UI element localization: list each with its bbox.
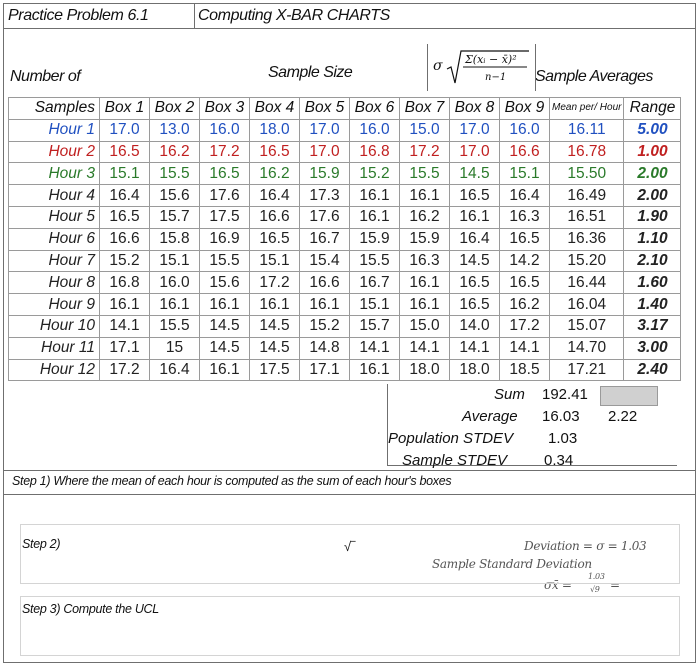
box-value: 16.7 [350,272,400,294]
box-header: Box 4 [250,98,300,120]
hour-range: 3.00 [624,337,681,359]
stdev-formula [445,47,531,87]
box-value: 17.5 [200,206,250,228]
sigma-x-prefix: σx̄ = [544,578,572,592]
hour-label: Hour 9 [9,294,100,316]
box-value: 16.5 [100,141,150,163]
box-value: 16.0 [350,119,400,141]
box-value: 17.2 [200,141,250,163]
hour-label: Hour 7 [9,250,100,272]
box-value: 16.2 [250,163,300,185]
sample-stdev-label: Sample STDEV [402,452,508,469]
box-value: 16.5 [500,228,550,250]
box-value: 14.1 [350,337,400,359]
box-value: 17.0 [300,119,350,141]
box-value: 16.4 [450,228,500,250]
box-value: 15.9 [400,228,450,250]
sigma-x-suffix: = [610,578,620,592]
mean-per-hour-header: Mean per/ Hour [550,98,624,120]
average-range-value: 2.22 [608,408,638,425]
table-row [9,294,681,316]
box-value: 16.8 [100,272,150,294]
hour-mean: 14.70 [550,337,624,359]
hour-label: Hour 6 [9,228,100,250]
box-value: 17.0 [100,119,150,141]
box-value: 16.1 [350,206,400,228]
box-value: 14.8 [300,337,350,359]
box-header: Box 6 [350,98,400,120]
box-value: 17.3 [300,185,350,207]
box-value: 16.5 [450,185,500,207]
box-value: 17.2 [100,359,150,381]
box-value: 16.5 [100,206,150,228]
population-stdev-label: Population STDEV [388,430,514,447]
sample-sd-line: Sample Standard Deviation [432,557,592,571]
sum-value: 192.41 [542,386,588,403]
box-value: 18.0 [250,119,300,141]
box-value: 16.1 [250,294,300,316]
population-stdev-value: 1.03 [548,430,578,447]
box-value: 16.4 [100,185,150,207]
hour-mean: 16.51 [550,206,624,228]
box-value: 14.0 [450,315,500,337]
samples-header: Samples [9,98,100,120]
box-value: 16.6 [500,141,550,163]
box-value: 17.0 [450,141,500,163]
box-value: 16.9 [200,228,250,250]
step3-text: Step 3) Compute the UCL [22,602,159,616]
box-value: 15 [150,337,200,359]
box-value: 17.2 [250,272,300,294]
box-value: 16.5 [250,141,300,163]
box-value: 16.1 [100,294,150,316]
box-value: 15.2 [350,163,400,185]
data-table [8,97,681,381]
box-value: 16.4 [500,185,550,207]
box-value: 16.1 [350,359,400,381]
box-value: 15.6 [150,185,200,207]
table-row [9,206,681,228]
box-value: 17.1 [100,337,150,359]
box-value: 15.1 [500,163,550,185]
hour-label: Hour 8 [9,272,100,294]
step1-row [4,470,695,471]
box-value: 15.0 [400,119,450,141]
hour-mean: 15.50 [550,163,624,185]
hour-mean: 17.21 [550,359,624,381]
box-header: Box 2 [150,98,200,120]
box-header: Box 7 [400,98,450,120]
box-value: 16.5 [450,294,500,316]
hour-mean: 16.78 [550,141,624,163]
sample-size-label: Sample Size [268,64,353,81]
box-value: 16.6 [100,228,150,250]
box-value: 15.5 [350,250,400,272]
box-value: 16.1 [400,185,450,207]
box-value: 16.3 [500,206,550,228]
hour-label: Hour 11 [9,337,100,359]
table-row [9,141,681,163]
box-value: 16.0 [150,272,200,294]
box-value: 16.7 [300,228,350,250]
hour-label: Hour 1 [9,119,100,141]
step3-box [20,596,680,656]
box-value: 15.9 [350,228,400,250]
box-value: 16.6 [250,206,300,228]
hour-label: Hour 3 [9,163,100,185]
box-value: 14.5 [450,163,500,185]
sample-stdev-value: 0.34 [544,452,574,469]
box-value: 15.1 [100,163,150,185]
hour-range: 2.40 [624,359,681,381]
box-value: 17.6 [300,206,350,228]
deviation-line: Deviation = σ = 1.03 [524,539,647,553]
box-value: 15.9 [300,163,350,185]
box-value: 15.4 [300,250,350,272]
box-value: 16.2 [500,294,550,316]
hour-range: 1.60 [624,272,681,294]
box-value: 14.1 [450,337,500,359]
sigma-x-denominator: √9 [590,585,600,594]
box-value: 17.5 [250,359,300,381]
box-value: 15.1 [350,294,400,316]
table-row [9,163,681,185]
box-header: Box 8 [450,98,500,120]
box-value: 16.1 [400,272,450,294]
box-value: 18.0 [450,359,500,381]
title-row [4,4,695,29]
box-value: 14.5 [200,315,250,337]
box-header: Box 5 [300,98,350,120]
box-value: 16.5 [500,272,550,294]
box-value: 18.5 [500,359,550,381]
box-value: 16.1 [150,294,200,316]
hour-mean: 16.36 [550,228,624,250]
box-value: 16.0 [200,119,250,141]
title-divider [194,4,195,28]
box-value: 15.1 [150,250,200,272]
box-value: 16.4 [250,185,300,207]
box-value: 16.5 [250,228,300,250]
box-value: 14.5 [200,337,250,359]
box-value: 14.5 [450,250,500,272]
box-value: 15.7 [350,315,400,337]
hour-mean: 16.11 [550,119,624,141]
box-value: 16.5 [200,163,250,185]
box-value: 15.8 [150,228,200,250]
problem-title: Practice Problem 6.1 [8,7,149,24]
box-value: 14.1 [400,337,450,359]
box-value: 16.3 [400,250,450,272]
box-value: 17.2 [400,141,450,163]
box-header: Box 1 [100,98,150,120]
box-value: 15.7 [150,206,200,228]
box-value: 14.1 [100,315,150,337]
hour-range: 1.00 [624,141,681,163]
box-value: 17.1 [300,359,350,381]
box-value: 16.4 [150,359,200,381]
number-of-label: Number of [10,68,81,85]
step1-text: Step 1) Where the mean of each hour is computed as the sum of each hour's boxes [12,474,452,488]
box-value: 16.0 [500,119,550,141]
box-value: 17.0 [450,119,500,141]
hour-mean: 16.49 [550,185,624,207]
worksheet [3,3,696,663]
box-header: Box 3 [200,98,250,120]
box-value: 16.1 [300,294,350,316]
hour-mean: 15.20 [550,250,624,272]
hour-range: 2.10 [624,250,681,272]
table-row [9,119,681,141]
table-row [9,315,681,337]
box-value: 16.8 [350,141,400,163]
radical-icon: √‾ [344,539,355,554]
hour-label: Hour 4 [9,185,100,207]
table-header-row [9,98,681,120]
sigma-x-numerator: 1.03 [588,572,605,581]
problem-subtitle: Computing X-BAR CHARTS [198,7,390,24]
box-value: 15.5 [200,250,250,272]
hour-label: Hour 12 [9,359,100,381]
hour-range: 1.10 [624,228,681,250]
formula-denominator: n−1 [485,72,507,83]
hour-label: Hour 2 [9,141,100,163]
empty-gray-cell [600,386,658,406]
hour-range: 5.00 [624,119,681,141]
table-row [9,228,681,250]
box-value: 15.5 [400,163,450,185]
box-value: 16.1 [200,294,250,316]
box-value: 15.2 [100,250,150,272]
table-row [9,272,681,294]
sigma-symbol: σ [433,58,443,74]
box-value: 14.2 [500,250,550,272]
hour-mean: 16.44 [550,272,624,294]
box-value: 15.6 [200,272,250,294]
box-value: 16.2 [150,141,200,163]
box-value: 17.6 [200,185,250,207]
table-row [9,359,681,381]
box-value: 15.5 [150,315,200,337]
hour-label: Hour 10 [9,315,100,337]
sum-label: Sum [494,386,525,403]
hour-label: Hour 5 [9,206,100,228]
box-value: 15.5 [150,163,200,185]
step2-box [20,524,680,584]
box-value: 18.0 [400,359,450,381]
box-value: 16.2 [400,206,450,228]
range-header: Range [624,98,681,120]
box-value: 16.5 [450,272,500,294]
table-row [9,185,681,207]
hour-range: 2.00 [624,185,681,207]
step2-text: Step 2) [22,537,61,551]
hour-mean: 16.04 [550,294,624,316]
hour-range: 2.00 [624,163,681,185]
box-header: Box 9 [500,98,550,120]
box-value: 15.1 [250,250,300,272]
box-value: 13.0 [150,119,200,141]
table-row [9,250,681,272]
box-value: 17.0 [300,141,350,163]
box-value: 16.1 [400,294,450,316]
box-value: 17.2 [500,315,550,337]
box-value: 14.1 [500,337,550,359]
hour-range: 1.90 [624,206,681,228]
box-value: 15.2 [300,315,350,337]
box-value: 14.5 [250,315,300,337]
box-value: 15.0 [400,315,450,337]
box-value: 14.5 [250,337,300,359]
box-value: 16.6 [300,272,350,294]
box-value: 16.1 [450,206,500,228]
hour-range: 1.40 [624,294,681,316]
average-label: Average [462,408,518,425]
step1-divider [4,494,695,495]
table-row [9,337,681,359]
hour-mean: 15.07 [550,315,624,337]
box-value: 16.1 [350,185,400,207]
average-value: 16.03 [542,408,580,425]
box-value: 16.1 [200,359,250,381]
hour-range: 3.17 [624,315,681,337]
sample-averages-label: Sample Averages [535,68,653,85]
formula-numerator: Σ(xᵢ − x̄)² [465,53,517,66]
